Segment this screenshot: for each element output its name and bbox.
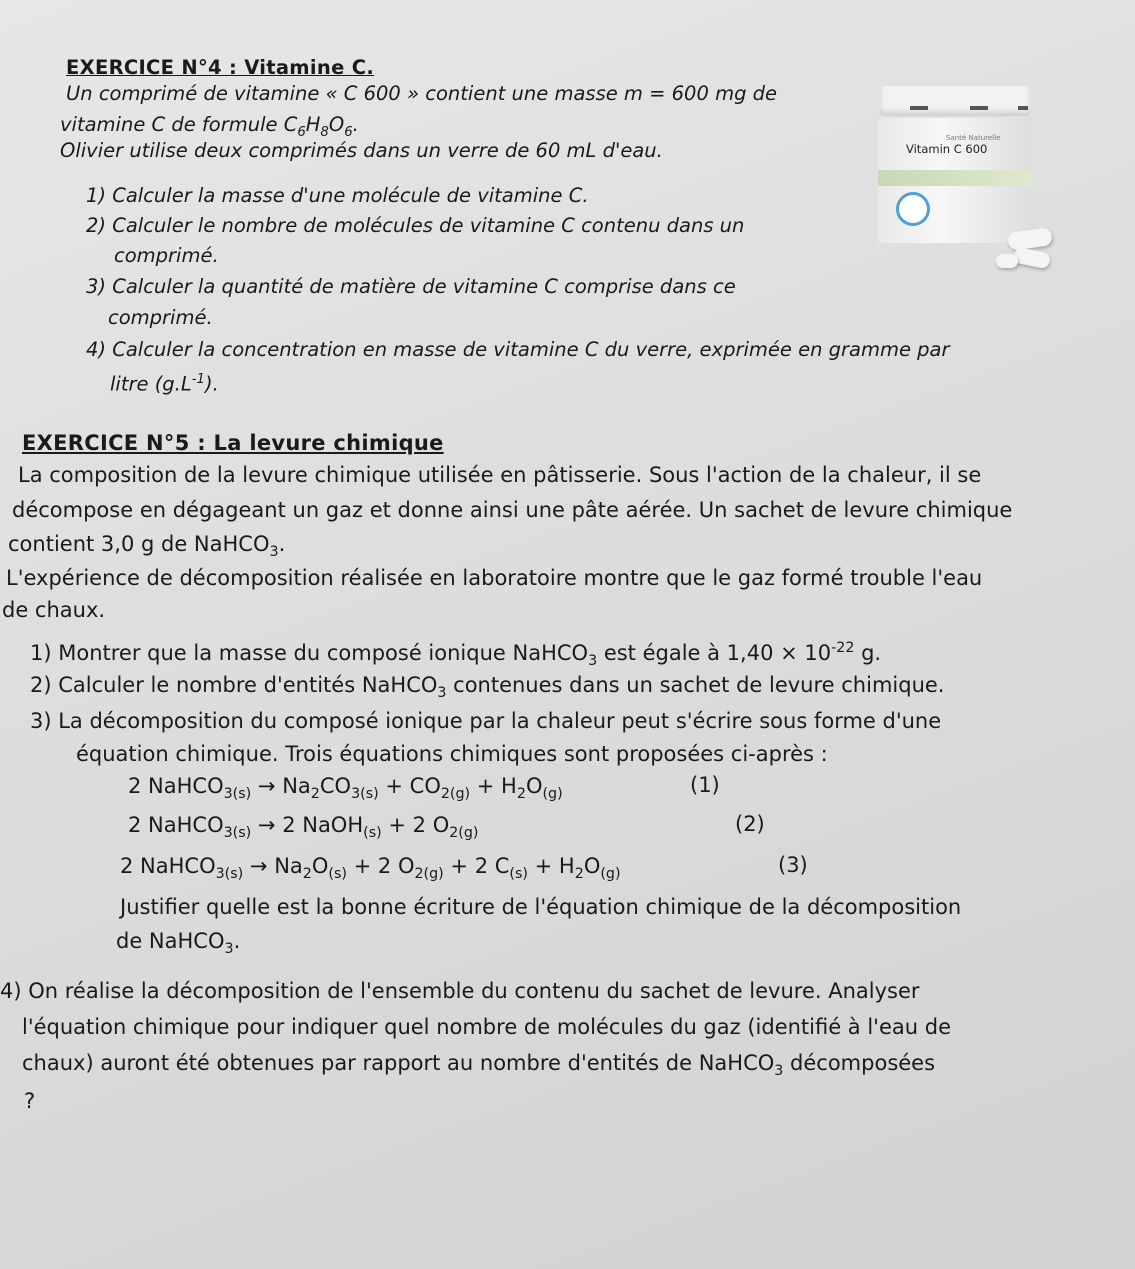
equation-1: 2 NaHCO$_{3(s)}$ → $Na_2CO_{3(s)} + CO_{2(g)} + H_2O_{(g)}$ [128,774,563,803]
ex5-paragraph-line5: de chaux. [2,598,106,622]
ex5-question-4-line1: 4) On réalise la décomposition de l'ensemble du contenu du sachet de levure. Analyser [0,979,920,1003]
ex4-intro-line1: Un comprimé de vitamine « C 600 » contient une masse m = 600 mg de [66,82,778,105]
equation-1-number: (1) [690,773,720,797]
jar-green-band [878,170,1033,186]
equation-2: 2 NaHCO$_{3(s)}$ → 2 NaOH$_{(s)}$ + 2 $O_{2(g)}$ [128,813,479,842]
ex4-question-4-line1: 4) Calculer la concentration en masse de vitamine C du verre, exprimée en gramme par [86,338,950,361]
equation-3: 2 NaHCO$_{3(s)}$ → $Na_2O_{(s)} + 2$ $O_{2(g)} + 2$ $C_{(s)} + H_2O_{(g)}$ [120,854,621,883]
tablet-icon [1013,246,1052,269]
ex5-question-3-line3: Justifier quelle est la bonne écriture de l'équation chimique de la décomposition [120,895,962,919]
ex4-question-2-line1: 2) Calculer le nombre de molécules de vitamine C contenu dans un [86,214,745,237]
equation-2-number: (2) [735,812,765,836]
jar-cap [880,86,1030,116]
ex5-question-4-line4: ? [24,1089,36,1113]
ex5-question-3-line1: 3) La décomposition du composé ionique par la chaleur peut s'écrire sous forme d'une [30,709,942,733]
ex5-question-3-line4: de NaHCO$_3$. [116,929,241,958]
ex5-paragraph-line1: La composition de la levure chimique utilisée en pâtisserie. Sous l'action de la chaleur, il se [18,463,982,487]
ex4-question-3-line2: comprimé. [108,306,213,329]
ex5-question-3-line2: équation chimique. Trois équations chimiques sont proposées ci-après : [76,742,828,766]
ex4-intro-line3: Olivier utilise deux comprimés dans un verre de 60 mL d'eau. [60,139,663,162]
tablet-icon [996,254,1018,268]
ex4-question-2-line2: comprimé. [114,244,219,267]
ex5-paragraph-line2: décompose en dégageant un gaz et donne ainsi une pâte aérée. Un sachet de levure chimique [12,498,1013,522]
ex5-title: EXERCICE N°5 : La levure chimique [22,431,444,455]
equation-3-number: (3) [778,853,808,877]
jar-logo-icon [896,192,930,226]
ex4-question-4-line2: litre $(g.L^{-1})$. [110,372,219,396]
ex4-question-1: 1) Calculer la masse d'une molécule de vitamine C. [86,184,589,207]
jar-brand: Santé Naturelle [946,134,1001,142]
ex5-question-4-line2: l'équation chimique pour indiquer quel nombre de molécules du gaz (identifié à l'eau de [22,1015,951,1039]
ex4-question-3-line1: 3) Calculer la quantité de matière de vitamine C comprise dans ce [86,275,736,298]
ex4-intro-line2: vitamine C de formule $C_6H_8O_6$. [60,113,359,140]
vitamin-c-jar-image [868,78,1048,268]
ex5-question-2: 2) Calculer le nombre d'entités NaHCO$_3$ contenues dans un sachet de levure chimique. [30,673,945,702]
ex5-paragraph-line4: L'expérience de décomposition réalisée en laboratoire montre que le gaz formé trouble l'eau [6,566,983,590]
ex4-title: EXERCICE N°4 : Vitamine C. [66,56,375,79]
ex5-question-1: 1) Montrer que la masse du composé ionique NaHCO$_3$ est égale à $1,40 \times 10^{-22}$ g. [30,640,882,670]
jar-label: Vitamin C 600 [906,142,988,156]
ex5-paragraph-line3: contient 3,0 g de NaHCO$_3$. [8,532,286,561]
ex5-question-4-line3: chaux) auront été obtenues par rapport au nombre d'entités de NaHCO$_3$ décomposées [22,1051,936,1080]
